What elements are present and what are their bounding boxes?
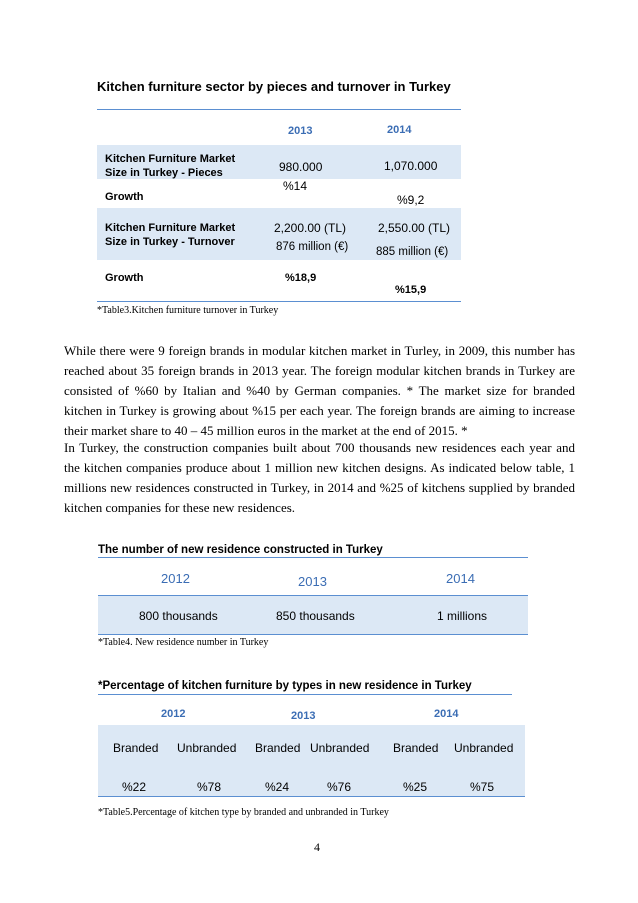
table3-caption: *Table3.Kitchen furniture turnover in Turkey bbox=[97, 305, 279, 316]
table5-2014-branded-value: %25 bbox=[403, 780, 428, 794]
table5-year-2014: 2014 bbox=[434, 708, 459, 720]
table5-2012-branded-label: Branded bbox=[113, 741, 159, 755]
table3-growth1-2013: %14 bbox=[283, 179, 308, 193]
table5-2012-branded-value: %22 bbox=[122, 780, 147, 794]
table4-year-2014: 2014 bbox=[446, 571, 475, 586]
table5-value-band bbox=[98, 725, 525, 796]
table3-growth1-label: Growth bbox=[105, 191, 144, 203]
table5-year-2012: 2012 bbox=[161, 708, 186, 720]
table5-2013-unbranded-value: %76 bbox=[327, 780, 352, 794]
table5-2012-unbranded-label: Unbranded bbox=[177, 741, 237, 755]
table3-row2-2014-tl: 2,550.00 (TL) bbox=[378, 221, 451, 235]
table3-row2-2013-tl: 2,200.00 (TL) bbox=[274, 221, 347, 235]
table3-row1-2013: 980.000 bbox=[279, 160, 323, 174]
table3-row2-label-line2: Size in Turkey - Turnover bbox=[105, 236, 235, 248]
table4-val-2013: 850 thousands bbox=[276, 609, 355, 623]
table5-2014-unbranded-value: %75 bbox=[470, 780, 495, 794]
paragraph-foreign-brands: While there were 9 foreign brands in modular kitchen market in Turley, in 2009, this number has reached about 35 foreign brands in 2013 year. The foreign modular kitchen brands in Turkey are consisted of %60 by Italian and %40 by German companies. * The market size for branded kitchen in Turkey is growing about %15 per each year. The foreign brands are aiming to increase their market share to 40 – 45 million euros in the market at the end of 2015. * bbox=[64, 343, 575, 438]
table5-2013-branded-label: Branded bbox=[255, 741, 301, 755]
table5-2014-unbranded-label: Unbranded bbox=[454, 741, 514, 755]
table3-row1-label bbox=[105, 152, 235, 180]
table5-2013-branded-value: %24 bbox=[265, 780, 290, 794]
table3-row2-2013-eur: 876 million (€) bbox=[276, 241, 349, 253]
table3-row1-2014: 1,070.000 bbox=[384, 159, 438, 173]
table5-year-2013: 2013 bbox=[291, 710, 316, 722]
table3-row2-2014-eur: 885 million (€) bbox=[376, 246, 449, 258]
table3-row1-label-line1: Kitchen Furniture Market bbox=[105, 153, 236, 165]
table5-2014-branded-label: Branded bbox=[393, 741, 439, 755]
paragraph-construction: In Turkey, the construction companies built about 700 thousands new residences each year and the kitchen companies produce about 1 million new kitchen designs. As indicated below table, 1 millions new residences constructed in Turkey, in 2014 and %25 of kitchens supplied by branded kitchen companies for these new residences. bbox=[64, 440, 575, 515]
table3-growth2-2013: %18,9 bbox=[285, 272, 317, 284]
table4-top-rule bbox=[98, 557, 528, 558]
table4-mid-rule bbox=[98, 595, 528, 596]
table5-title: *Percentage of kitchen furniture by types in new residence in Turkey bbox=[98, 680, 472, 692]
table3-year-2013: 2013 bbox=[288, 125, 313, 137]
table5-2013-unbranded-label: Unbranded bbox=[310, 741, 370, 755]
table3-title: Kitchen furniture sector by pieces and turnover in Turkey bbox=[97, 79, 451, 94]
table5-2012-unbranded-value: %78 bbox=[197, 780, 222, 794]
table4-val-2012: 800 thousands bbox=[139, 609, 218, 623]
table3-row1-label-line2: Size in Turkey - Pieces bbox=[105, 167, 223, 179]
table3-growth2-label: Growth bbox=[105, 272, 144, 284]
page-number: 4 bbox=[314, 840, 320, 854]
table3-row2-label-line1: Kitchen Furniture Market bbox=[105, 222, 236, 234]
table4-title: The number of new residence constructed in Turkey bbox=[98, 544, 383, 556]
table3-top-rule bbox=[97, 109, 461, 110]
table5-bottom-rule bbox=[98, 796, 525, 797]
table5-top-rule bbox=[98, 694, 512, 695]
table4-year-2012: 2012 bbox=[161, 571, 190, 586]
table4-year-2013: 2013 bbox=[298, 574, 327, 589]
table3-growth2-2014: %15,9 bbox=[395, 284, 427, 296]
table3-growth1-2014: %9,2 bbox=[397, 193, 425, 207]
table3-bottom-rule bbox=[97, 301, 461, 302]
table3-year-2014: 2014 bbox=[387, 124, 412, 136]
table4-val-2014: 1 millions bbox=[437, 609, 488, 623]
table4-caption: *Table4. New residence number in Turkey bbox=[98, 637, 269, 648]
table4-bottom-rule bbox=[98, 634, 528, 635]
table5-caption: *Table5.Percentage of kitchen type by branded and unbranded in Turkey bbox=[98, 807, 389, 818]
table3-row2-label bbox=[105, 221, 235, 249]
